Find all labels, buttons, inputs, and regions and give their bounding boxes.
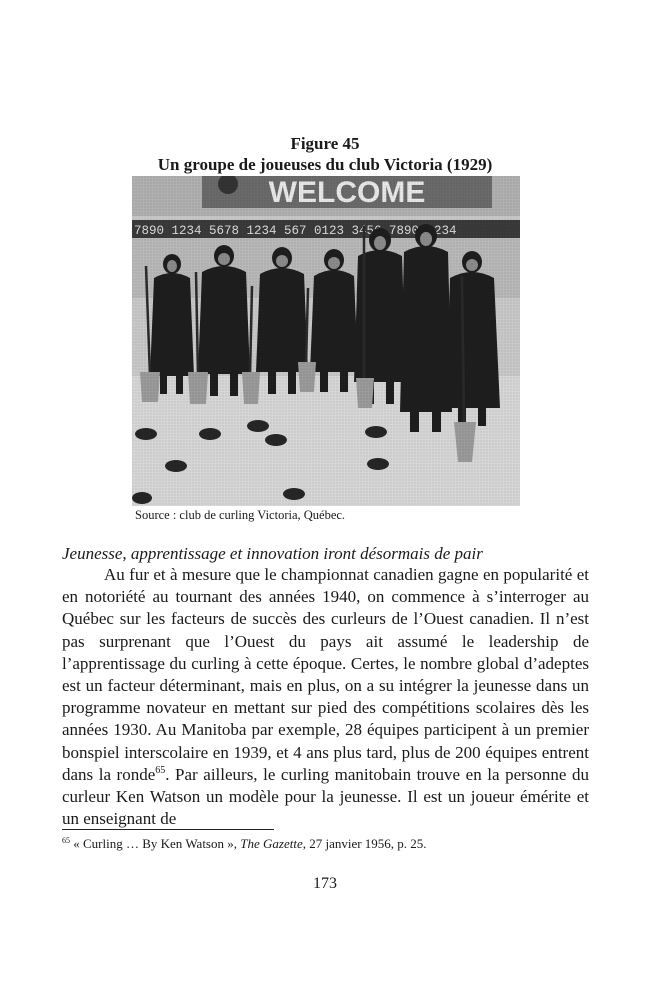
- figure-caption: Un groupe de joueuses du club Victoria (1929): [157, 155, 493, 174]
- body-paragraph: [62, 564, 589, 830]
- page-number: 173: [313, 875, 337, 892]
- footnote-divider: [62, 829, 274, 830]
- section-heading: Jeunesse, apprentissage et innovation iront désormais de pair: [62, 544, 483, 563]
- paragraph-text-2: . Par ailleurs, le curling manitobain trouve en la personne du curleur Ken Watson un modèle pour la jeunesse. Il est un joueur émérite et un enseignant de: [62, 764, 589, 829]
- footnote: [62, 836, 427, 852]
- photo-source: Source : club de curling Victoria, Québec.: [135, 508, 346, 522]
- curling-team-photo: [132, 176, 520, 506]
- footnote-text-2: , 27 janvier 1956, p. 25.: [302, 836, 427, 851]
- figure-number: Figure 45: [290, 134, 360, 153]
- footnote-reference: 65: [155, 764, 166, 776]
- footnote-number: 65: [62, 836, 70, 845]
- footnote-text-1: « Curling … By Ken Watson »,: [70, 836, 241, 851]
- footnote-source-title: The Gazette: [240, 836, 303, 851]
- paragraph-text-1: Au fur et à mesure que le championnat canadien gagne en popularité et en notoriété au tournant des années 1940, on commence à s’interroger au Québec sur les facteurs de succès des curleurs de l’Ouest canadien. Il n’est pas surprenant que l’Ouest du pays ait assumé le leadership de l’apprentissage du curling à cette époque. Certes, le nombre global d’adeptes est un facteur déterminant, mais en plus, on a su intégrer la jeunesse dans un programme novateur en mettant sur pied des compétitions scolaires dès les années 1930. Au Manitoba par exemple, 28 équipes participent à un premier bonspiel interscolaire en 1939, et 4 ans plus tard, plus de 200 équipes entrent dans la ronde: [62, 565, 589, 784]
